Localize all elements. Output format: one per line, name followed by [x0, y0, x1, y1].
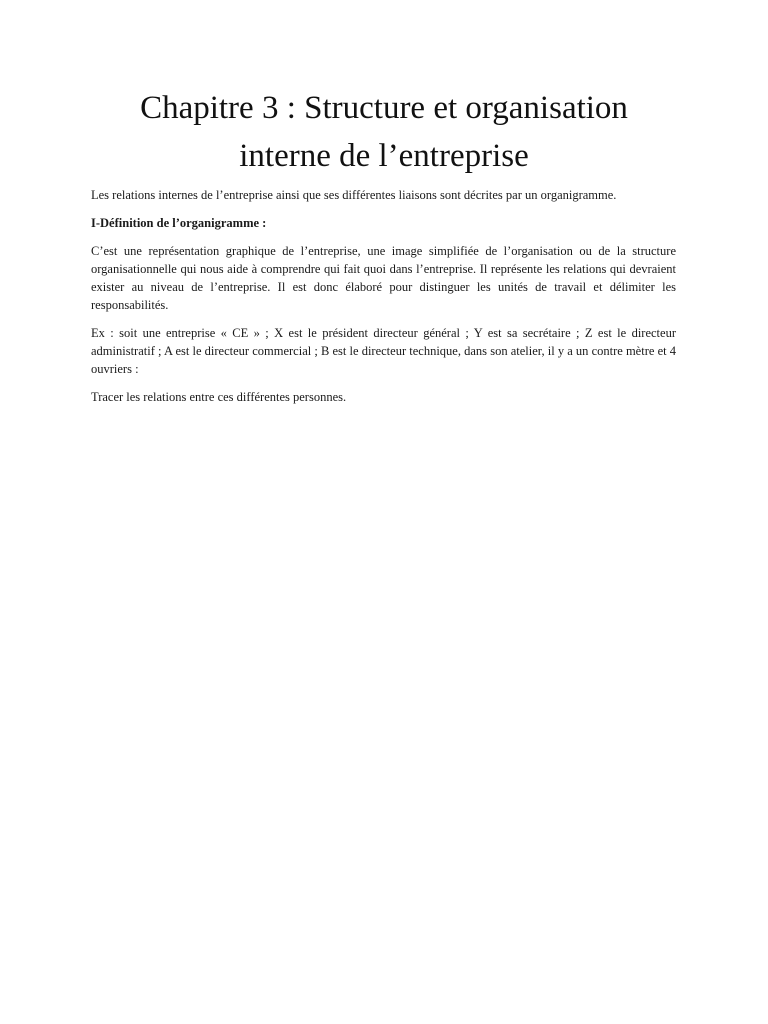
chapter-title: [60, 84, 708, 180]
instruction-paragraph: Tracer les relations entre ces différentes personnes.: [91, 390, 347, 404]
definition-paragraph: C’est une représentation graphique de l’entreprise, une image simplifiée de l’organisation ou de la structure organisationnelle qui nous aide à comprendre qui fait quoi dans l’entreprise. Il représente les relations qui devraient exister au niveau de l’entreprise. Il est donc élaboré pour distinguer les unités de travail et délimiter les responsabilités.: [91, 244, 676, 312]
section-heading: I-Définition de l’organigramme :: [91, 216, 267, 230]
chapter-title-line-1: Chapitre 3 : Structure et organisation: [140, 90, 628, 126]
document-body: [91, 186, 676, 416]
example-paragraph: Ex : soit une entreprise « CE » ; X est le président directeur général ; Y est sa secrétaire ; Z est le directeur administratif ; A est le directeur commercial ; B est le directeur technique, dans son atelier, il y a un contre mètre et 4 ouvriers :: [91, 326, 676, 376]
intro-paragraph: Les relations internes de l’entreprise ainsi que ses différentes liaisons sont décrites par un organigramme.: [91, 188, 617, 202]
chapter-title-line-2: interne de l’entreprise: [239, 138, 529, 174]
